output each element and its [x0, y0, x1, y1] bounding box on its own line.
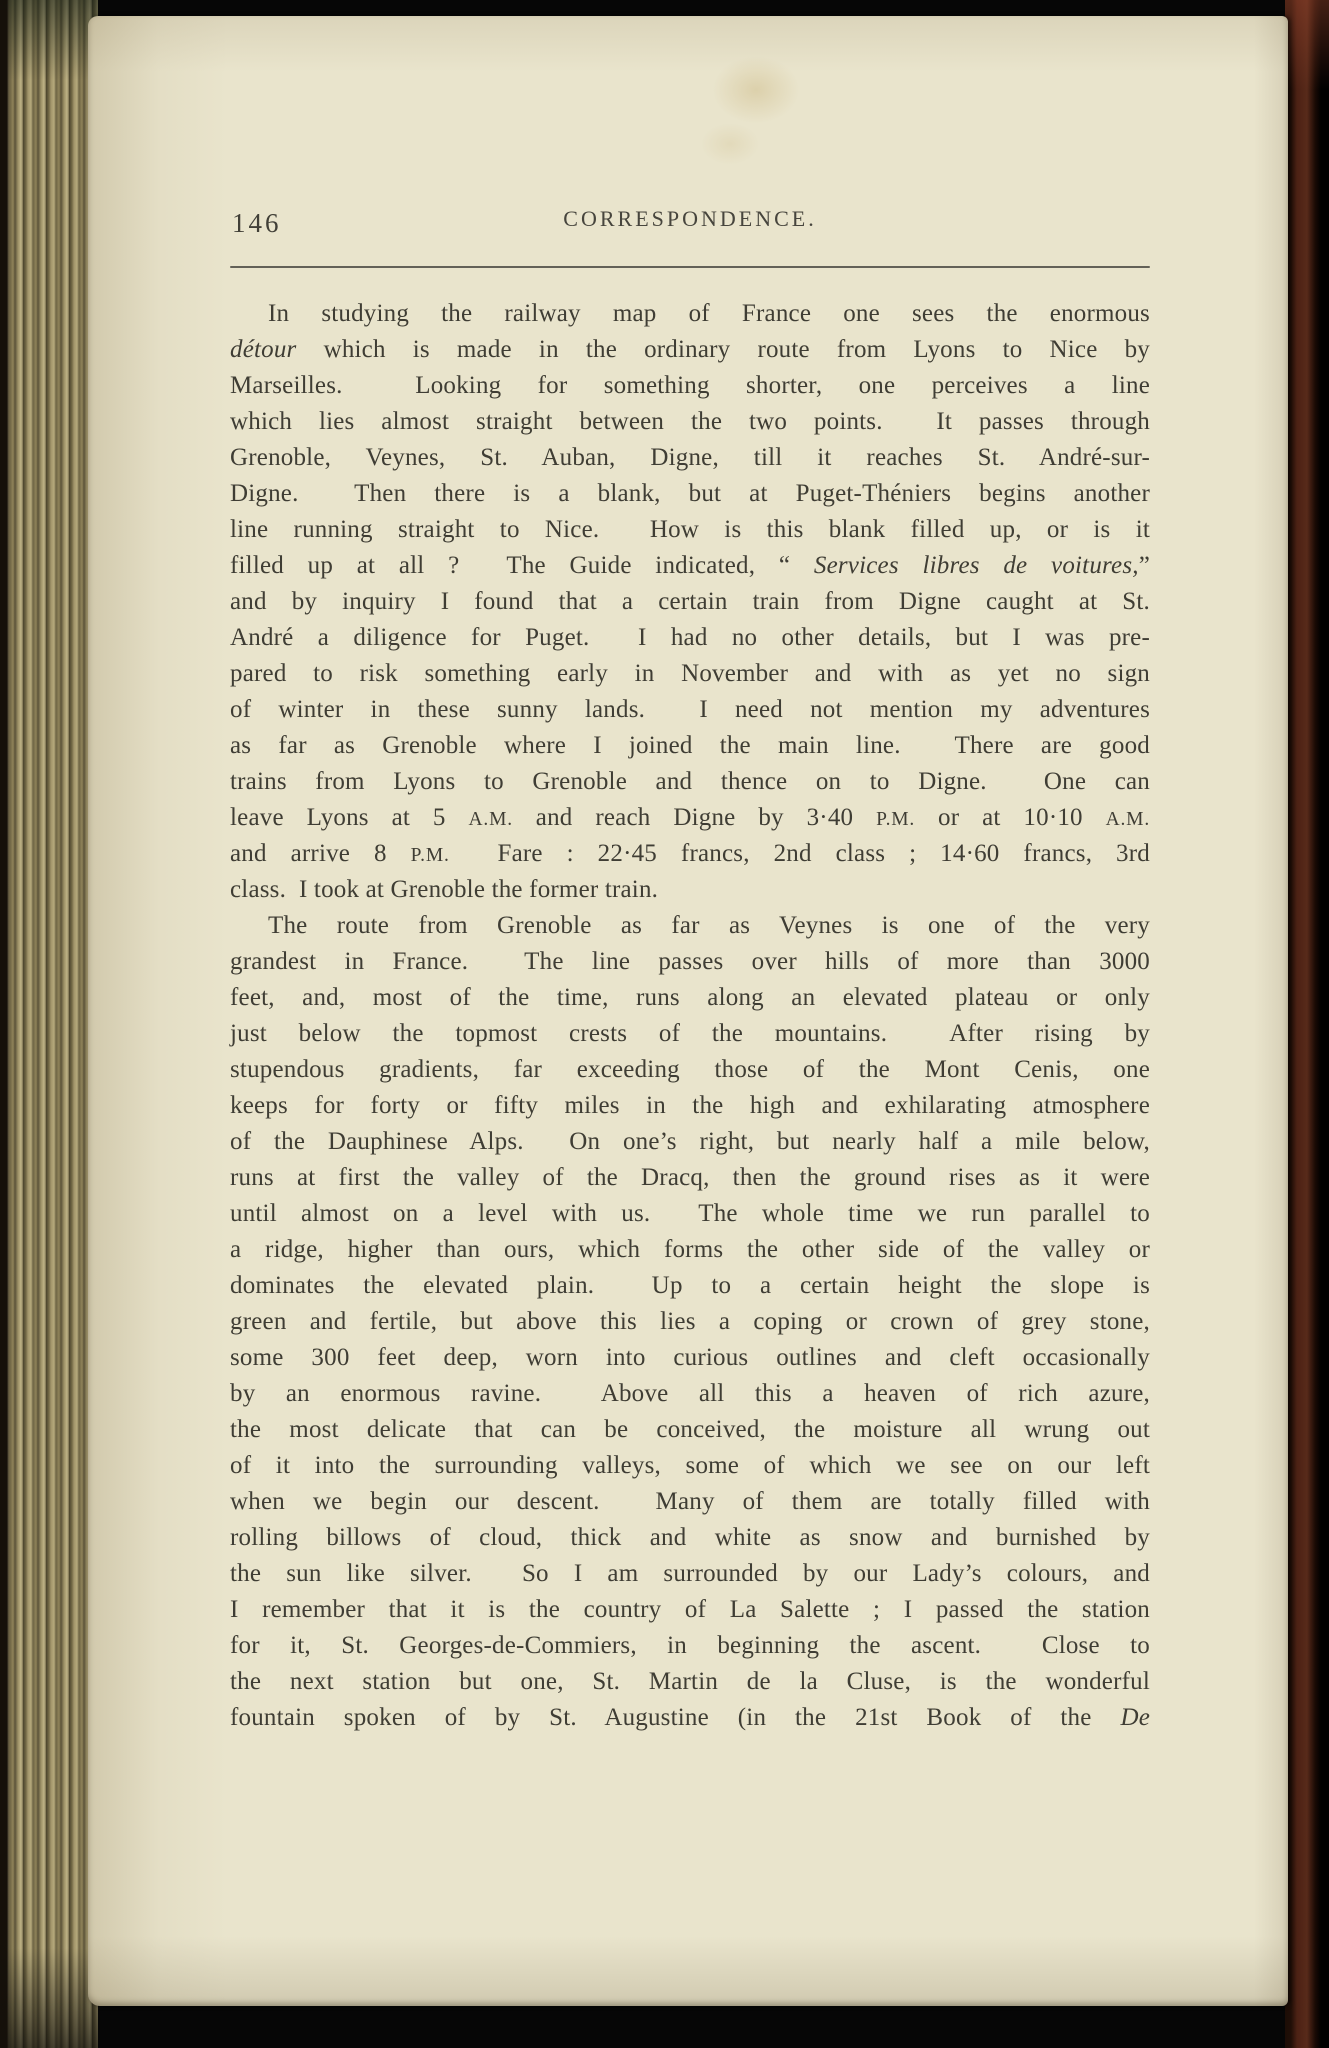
- text-line: the sun like silver. So I am surrounded by our Lady’s colours, and: [230, 1560, 1150, 1587]
- text-line: class. I took at Grenoble the former train.: [230, 876, 659, 903]
- text-line: Marseilles. Looking for something shorter, one perceives a line: [230, 372, 1150, 399]
- text-line: of it into the surrounding valleys, some of which we see on our left: [230, 1452, 1150, 1479]
- text-line: Grenoble, Veynes, St. Auban, Digne, till it reaches St. André-sur-: [230, 444, 1150, 471]
- text-line: as far as Grenoble where I joined the main line. There are good: [230, 732, 1150, 759]
- text-line: filled up at all ? The Guide indicated, “ Services libres de voitures,”: [230, 552, 1151, 579]
- text-line: fountain spoken of by St. Augustine (in the 21st Book of the De: [230, 1704, 1150, 1731]
- text-line: the most delicate that can be conceived, the moisture all wrung out: [230, 1416, 1150, 1443]
- text-line: of the Dauphinese Alps. On one’s right, but nearly half a mile below,: [230, 1128, 1150, 1155]
- page-header: [230, 206, 1150, 246]
- text-line: just below the topmost crests of the mountains. After rising by: [230, 1020, 1150, 1047]
- page-body: [230, 296, 1150, 1736]
- text-line: stupendous gradients, far exceeding those of the Mont Cenis, one: [230, 1056, 1150, 1083]
- header-rule: [230, 266, 1150, 268]
- text-line: détour which is made in the ordinary route from Lyons to Nice by: [230, 336, 1150, 363]
- text-line: leave Lyons at 5 A.M. and reach Digne by 3·40 P.M. or at 10·10 A.M.: [230, 804, 1150, 831]
- paragraph: [230, 908, 1150, 1736]
- text-line: The route from Grenoble as far as Veynes is one of the very: [268, 912, 1150, 939]
- text-line: Digne. Then there is a blank, but at Puget-Théniers begins another: [230, 480, 1150, 507]
- text-line: I remember that it is the country of La Salette ; I passed the station: [230, 1596, 1150, 1623]
- text-line: rolling billows of cloud, thick and white as snow and burnished by: [230, 1524, 1150, 1551]
- text-line: for it, St. Georges-de-Commiers, in beginning the ascent. Close to: [230, 1632, 1150, 1659]
- text-line: dominates the elevated plain. Up to a certain height the slope is: [230, 1272, 1150, 1299]
- text-line: green and fertile, but above this lies a coping or crown of grey stone,: [230, 1308, 1150, 1335]
- text-line: keeps for forty or fifty miles in the high and exhilarating atmosphere: [230, 1092, 1150, 1119]
- text-line: when we begin our descent. Many of them are totally filled with: [230, 1488, 1150, 1515]
- text-line: a ridge, higher than ours, which forms the other side of the valley or: [230, 1236, 1150, 1263]
- page-number: 146: [232, 208, 282, 238]
- book-page-edges-left: [0, 0, 98, 2048]
- text-line: and by inquiry I found that a certain train from Digne caught at St.: [230, 588, 1150, 615]
- text-line: grandest in France. The line passes over hills of more than 3000: [230, 948, 1150, 975]
- text-line: runs at first the valley of the Dracq, then the ground rises as it were: [230, 1164, 1150, 1191]
- text-line: until almost on a level with us. The whole time we run parallel to: [230, 1200, 1150, 1227]
- text-line: In studying the railway map of France one sees the enormous: [268, 300, 1150, 327]
- text-line: line running straight to Nice. How is this blank filled up, or is it: [230, 516, 1150, 543]
- text-line: which lies almost straight between the two points. It passes through: [230, 408, 1150, 435]
- text-line: and arrive 8 P.M. Fare : 22·45 francs, 2nd class ; 14·60 francs, 3rd: [230, 840, 1150, 867]
- text-line: pared to risk something early in November and with as yet no sign: [230, 660, 1150, 687]
- text-line: by an enormous ravine. Above all this a heaven of rich azure,: [230, 1380, 1150, 1407]
- book-page: [88, 16, 1288, 2006]
- running-header: CORRESPONDENCE.: [563, 206, 817, 231]
- text-line: of winter in these sunny lands. I need not mention my adventures: [230, 696, 1150, 723]
- book-cover-edge-right: [1285, 0, 1329, 2048]
- paragraph: [230, 296, 1150, 908]
- text-line: some 300 feet deep, worn into curious outlines and cleft occasionally: [230, 1344, 1150, 1371]
- text-line: trains from Lyons to Grenoble and thence on to Digne. One can: [230, 768, 1150, 795]
- text-line: the next station but one, St. Martin de la Cluse, is the wonderful: [230, 1668, 1150, 1695]
- text-line: André a diligence for Puget. I had no other details, but I was pre-: [230, 624, 1150, 651]
- text-line: feet, and, most of the time, runs along an elevated plateau or only: [230, 984, 1150, 1011]
